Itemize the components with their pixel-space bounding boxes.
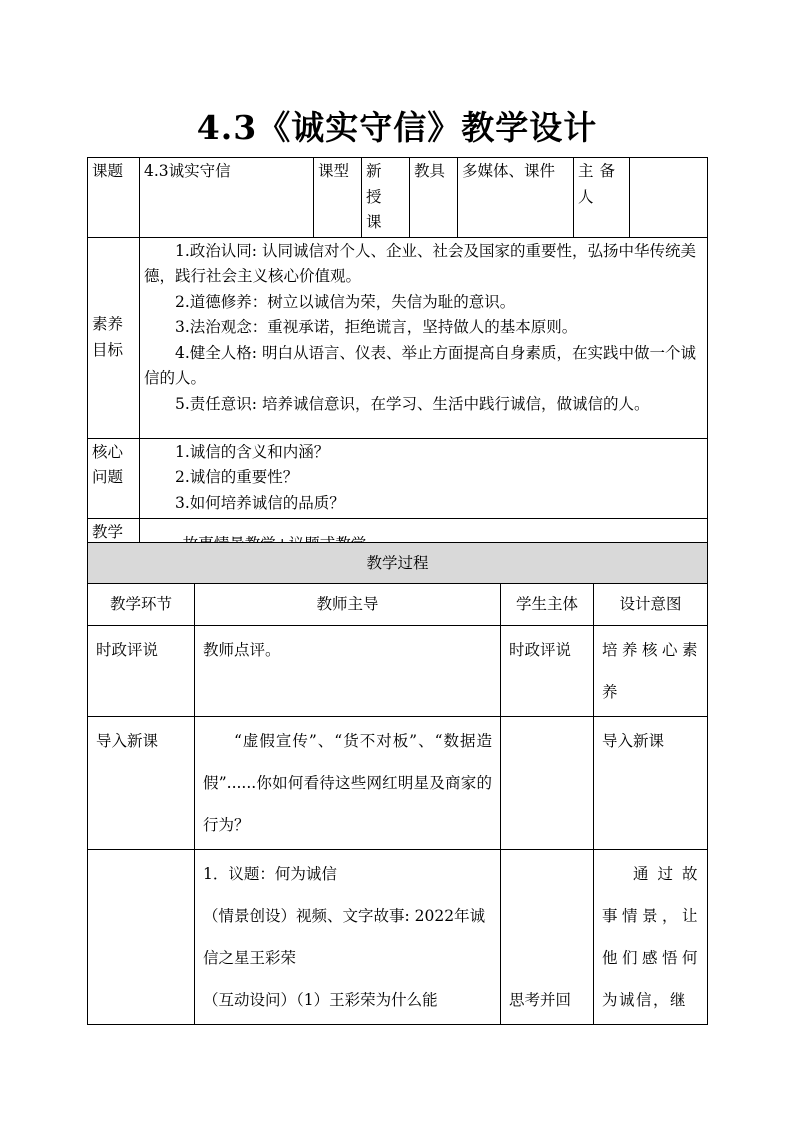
row-stage: 导入新课 bbox=[88, 717, 195, 850]
row-student: 思考并回 bbox=[501, 850, 594, 1025]
core-questions bbox=[140, 438, 708, 518]
page-title: 4.3《诚实守信》教学设计 bbox=[196, 108, 598, 147]
core-label: 核心问题 bbox=[88, 438, 140, 518]
tool-value: 多媒体、课件 bbox=[458, 158, 574, 238]
type-label: 课型 bbox=[314, 158, 362, 238]
literacy-item: 4.健全人格: 明白从语言、仪表、举止方面提高自身素质，在实践中做一个诚信的人。 bbox=[144, 343, 696, 387]
method-label: 教学 bbox=[88, 518, 140, 572]
row-stage bbox=[88, 850, 195, 1025]
row-intent: 培养核心素养 bbox=[594, 626, 708, 717]
row-student bbox=[501, 717, 594, 850]
row-student: 时政评说 bbox=[501, 626, 594, 717]
process-table bbox=[87, 542, 708, 1025]
teacher-line: 1．议题：何为诚信 bbox=[203, 865, 337, 883]
teacher-line: （情景创设）视频、文字故事: 2022年诚信之星王彩荣 bbox=[203, 907, 486, 967]
header-student: 学生主体 bbox=[501, 584, 594, 626]
table-row bbox=[88, 626, 708, 717]
header-teacher: 教师主导 bbox=[195, 584, 501, 626]
literacy-item: 2.道德修养：树立以诚信为荣，失信为耻的意识。 bbox=[175, 292, 516, 311]
table-row bbox=[88, 717, 708, 850]
header-stage: 教学环节 bbox=[88, 584, 195, 626]
row-teacher: 教师点评。 bbox=[195, 626, 501, 717]
row-stage: 时政评说 bbox=[88, 626, 195, 717]
teacher-line: （互动设问）（1）王彩荣为什么能 bbox=[203, 991, 438, 1009]
literacy-item: 5.责任意识: 培养诚信意识，在学习、生活中践行诚信，做诚信的人。 bbox=[175, 394, 650, 413]
row-intent: 通过故事情景，让他们感悟何为诚信，继 bbox=[594, 850, 708, 1025]
literacy-label: 素养目标 bbox=[88, 237, 140, 438]
literacy-item: 1.政治认同: 认同诚信对个人、企业、社会及国家的重要性，弘扬中华传统美德，践行社会主义核心价值观。 bbox=[144, 241, 696, 285]
row-teacher: “虚假宣传”、“货不对板”、“数据造假”......你如何看待这些网红明星及商家的行为？ bbox=[195, 717, 501, 850]
lesson-info-table bbox=[87, 157, 708, 573]
type-value: 新授课 bbox=[362, 158, 410, 238]
literacy-goals bbox=[140, 237, 708, 438]
core-item: 3.如何培养诚信的品质？ bbox=[175, 493, 345, 512]
literacy-item: 3.法治观念：重视承诺，拒绝谎言，坚持做人的基本原则。 bbox=[175, 318, 578, 336]
header-intent: 设计意图 bbox=[594, 584, 708, 626]
topic-label: 课题 bbox=[88, 158, 140, 238]
core-item: 1.诚信的含义和内涵？ bbox=[175, 442, 330, 461]
core-item: 2.诚信的重要性？ bbox=[175, 468, 299, 486]
preparer-label: 主备人 bbox=[574, 158, 630, 238]
table-row bbox=[88, 850, 708, 1025]
row-intent: 导入新课 bbox=[594, 717, 708, 850]
process-title: 教学过程 bbox=[88, 543, 708, 584]
row-teacher bbox=[195, 850, 501, 1025]
topic-value: 4.3诚实守信 bbox=[140, 158, 314, 238]
tool-label: 教具 bbox=[410, 158, 458, 238]
preparer-value bbox=[630, 158, 708, 238]
